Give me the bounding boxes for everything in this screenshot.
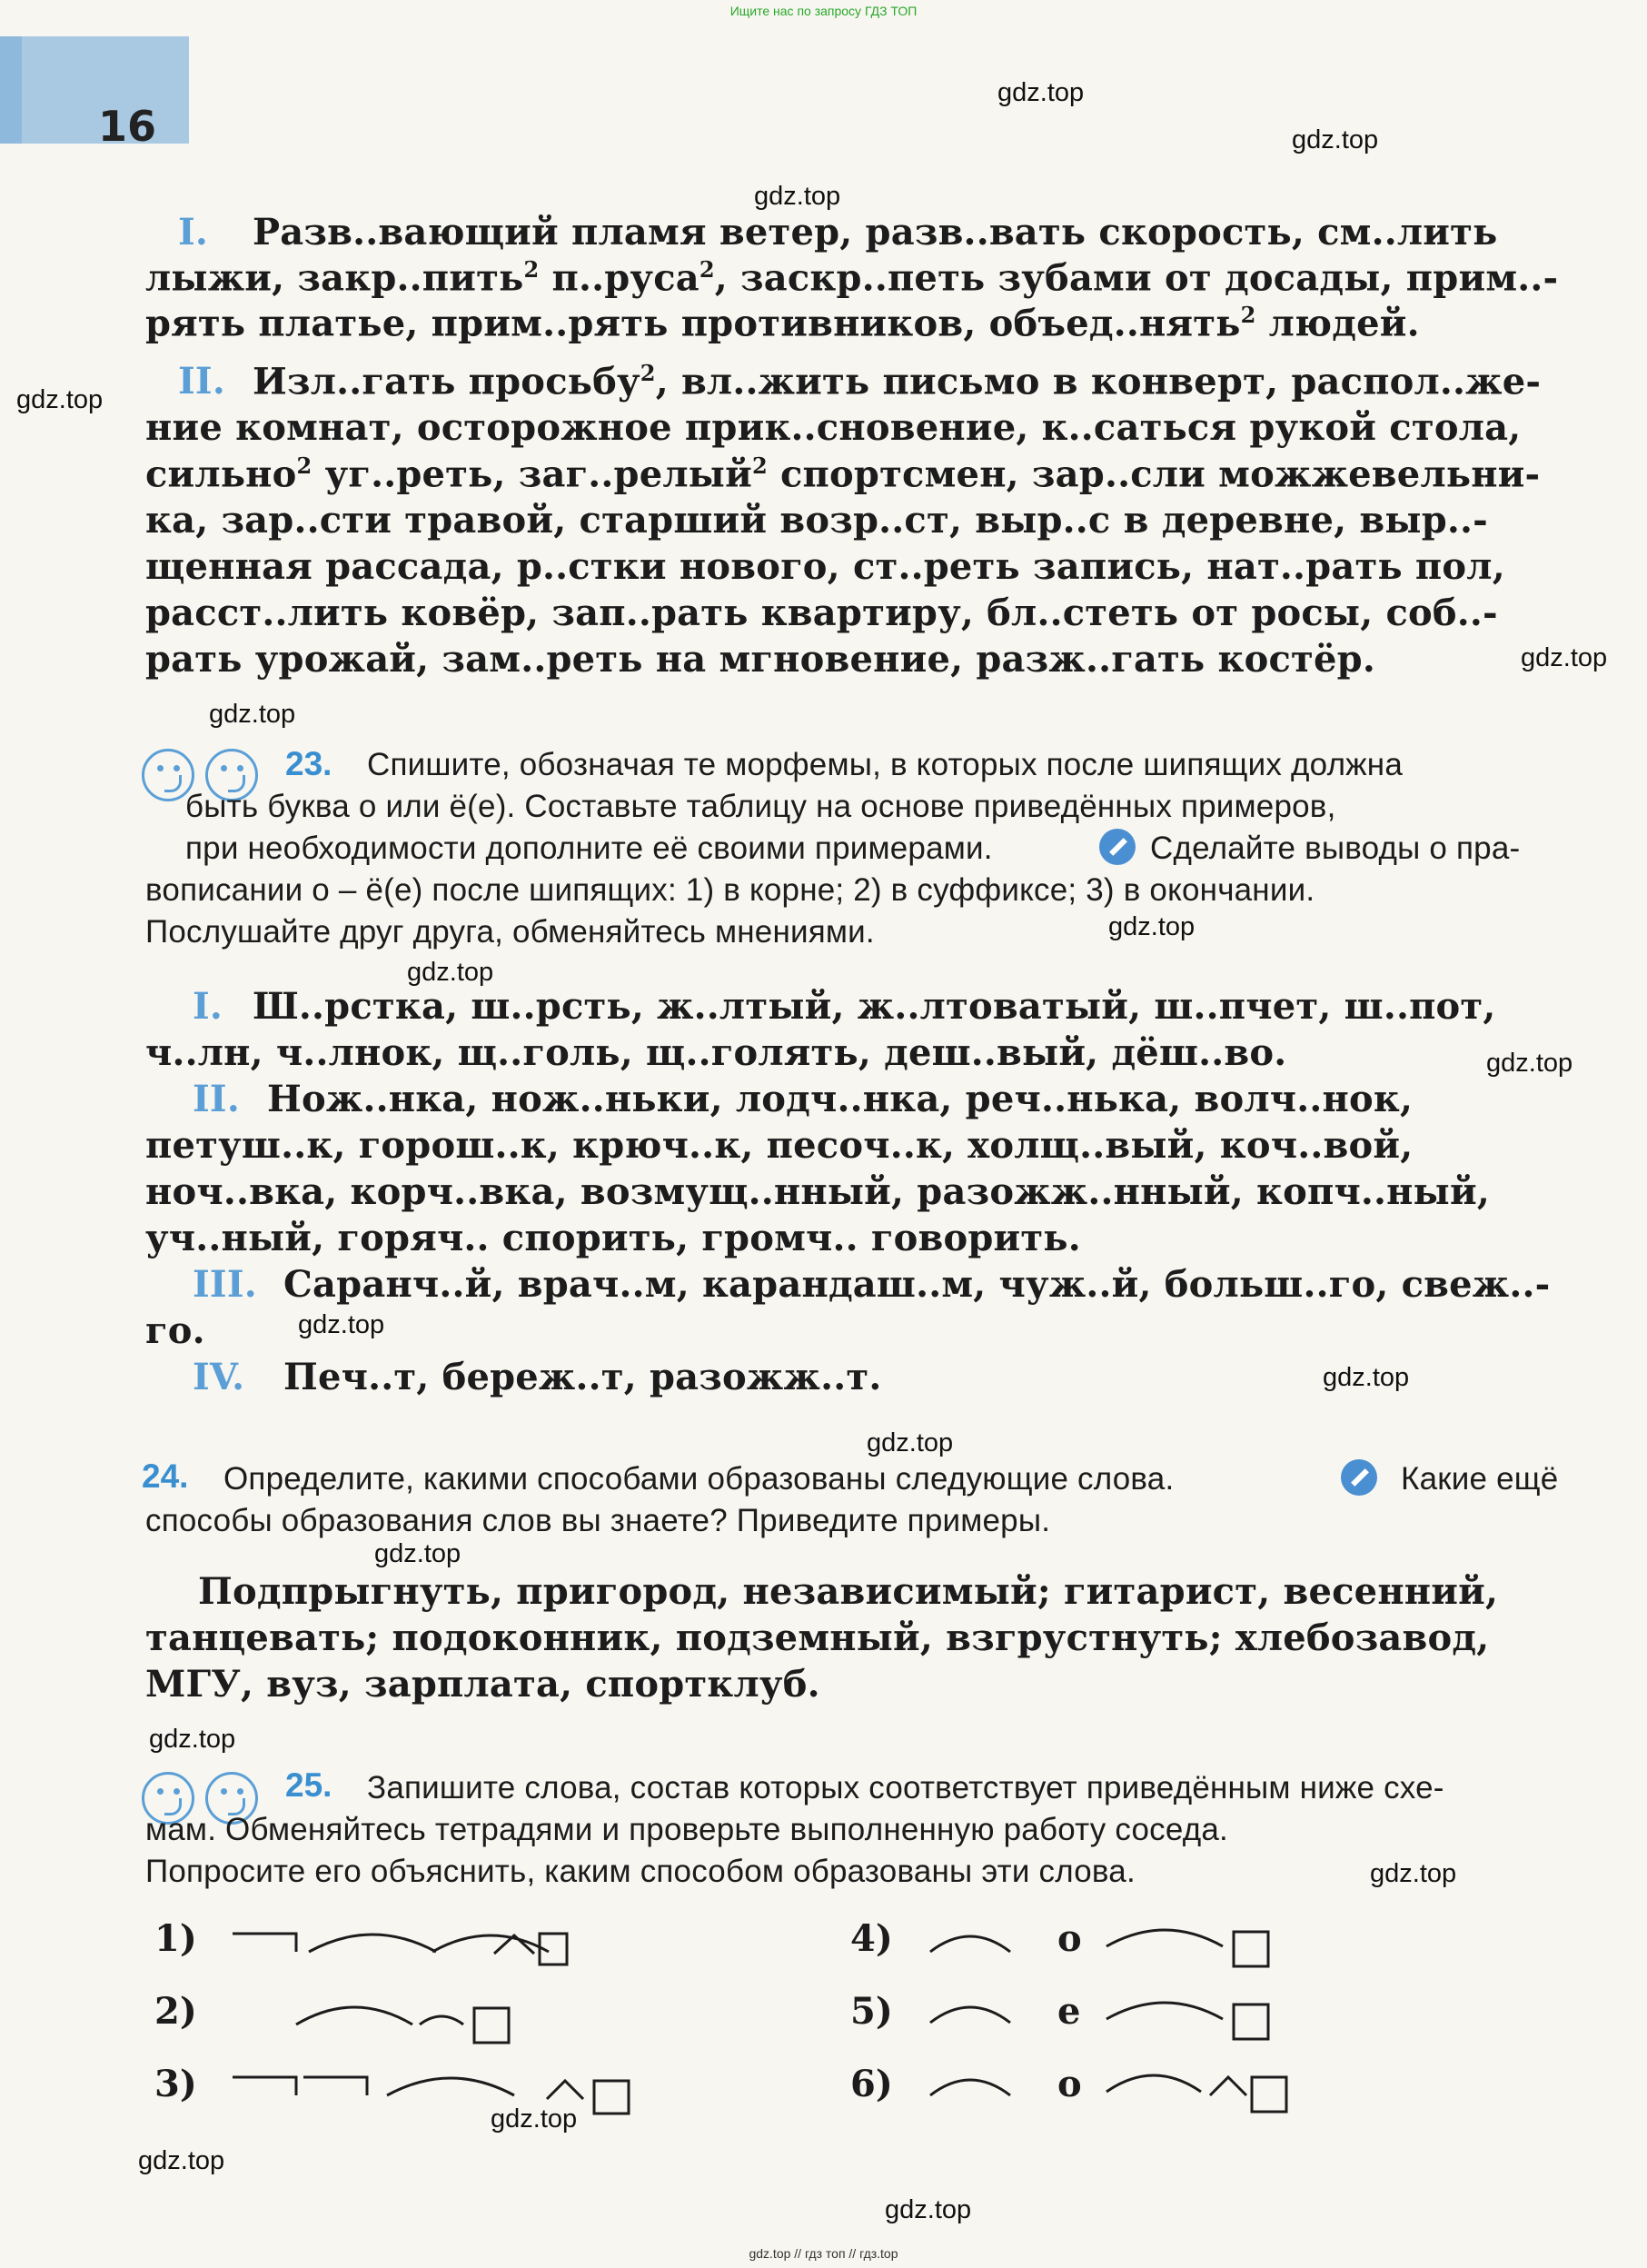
ex23-text: Спишите, обозначая те морфемы, в которых после шипящих должна (367, 747, 1403, 782)
block1-line: I. Разв..вающий пламя ветер, разв..вать скорость, см..лить (178, 211, 1498, 254)
block1-line: лыжи, закр..пить$^2$ п..руса$^2$, заскр..петь зубами от досады, прим..- (145, 256, 1559, 300)
watermark: gdz.top (209, 700, 296, 729)
watermark: gdz.top (1292, 125, 1379, 154)
block1-line: рать урожай, зам..реть на мгновение, разж..гать костёр. (145, 638, 1375, 681)
watermark: gdz.top (1323, 1363, 1410, 1392)
block1-line: расст..лить ковёр, зап..рать квартиру, бл..стеть от росы, соб..- (145, 592, 1498, 634)
roman-label: II. (193, 1078, 240, 1120)
morpheme-scheme (1099, 1919, 1281, 1979)
roman-label: II. (178, 360, 225, 403)
morpheme-scheme (927, 2068, 1017, 2123)
ex24-words: танцевать; подоконник, подземный, взгрустнуть; хлебозавод, (145, 1616, 1490, 1659)
ex23-line: петуш..к, горош..к, крюч..к, песоч..к, холщ..вый, коч..вой, (145, 1124, 1414, 1167)
roman-label: I. (178, 211, 209, 254)
block1-line: щенная рассада, р..стки нового, ст..реть запись, нат..рать пол, (145, 545, 1505, 588)
ex23-text: Послушайте друг друга, обменяйтесь мнениями. (145, 914, 875, 950)
morpheme-scheme (227, 1925, 572, 1979)
block1-line: рять платье, прим..рять противников, объед..нять$^2$ людей. (145, 302, 1420, 345)
scheme-number: 1) (154, 1917, 197, 1960)
scheme-number: 2) (154, 1990, 197, 2033)
ex23-line: IV. Печ..т, береж..т, разожж..т. (193, 1356, 882, 1398)
watermark: gdz.top (1521, 643, 1608, 672)
watermark: gdz.top (1108, 912, 1196, 941)
top-note: Ищите нас по запросу ГДЗ ТОП (729, 4, 918, 18)
block1-line: сильно$^2$ уг..реть, заг..релый$^2$ спортсмен, зар..сли можжевельни- (145, 453, 1541, 496)
morpheme-scheme (227, 1995, 527, 2054)
watermark: gdz.top (138, 2146, 225, 2175)
ex24-text: Определите, какими способами образованы следующие слова. (223, 1461, 1175, 1497)
exercise-number: 25. (285, 1766, 332, 1804)
ex23-line: II. Нож..нка, нож..ньки, лодч..нка, реч..нька, волч..нок, (193, 1078, 1414, 1120)
ex25-text: мам. Обменяйтесь тетрадями и проверьте выполненную работу соседа. (145, 1812, 1228, 1847)
watermark: gdz.top (149, 1725, 236, 1754)
ex23-line: ноч..вка, корч..вка, возмущ..нный, разожж..нный, копч..ный, (145, 1170, 1490, 1213)
morpheme-scheme (227, 2068, 645, 2123)
block1-line: II. Изл..гать просьбу$^2$, вл..жить письмо в конверт, распол..же- (178, 360, 1542, 403)
roman-label: III. (193, 1263, 257, 1306)
block1-line: ка, зар..сти травой, старший возр..ст, выр..с в деревне, выр..- (145, 499, 1488, 542)
morpheme-scheme (927, 1925, 1017, 1979)
watermark: gdz.top (867, 1428, 954, 1457)
ex25-text: Запишите слова, состав которых соответствует приведённым ниже схе- (367, 1770, 1444, 1805)
pencil-icon (1341, 1459, 1377, 1496)
ex23-line: III. Саранч..й, врач..м, карандаш..м, чуж..й, больш..го, свеж..- (193, 1263, 1551, 1306)
ex23-text: вописании о – ё(е) после шипящих: 1) в корне; 2) в суффиксе; 3) в окончании. (145, 872, 1315, 908)
ex24-words: Подпрыгнуть, пригород, независимый; гитарист, весенний, (198, 1570, 1499, 1613)
ex24-text: способы образования слов вы знаете? Приведите примеры. (145, 1503, 1051, 1538)
watermark: gdz.top (491, 2104, 578, 2134)
ex23-line: I. Ш..рстка, ш..рсть, ж..лтый, ж..лтоватый, ш..пчет, ш..пот, (193, 985, 1496, 1028)
bottom-note: gdz.top // гдз топ // гдз.top (749, 2246, 898, 2261)
ex23-line: ч..лн, ч..лнок, щ..голь, щ..голять, деш..вый, дёш..во. (145, 1031, 1287, 1074)
watermark: gdz.top (298, 1310, 385, 1339)
interfix-letter: о (1057, 1917, 1082, 1960)
page-tab (0, 36, 189, 144)
ex23-text: Сделайте выводы о пра- (1150, 831, 1521, 866)
page-number: 16 (98, 102, 157, 151)
exercise-number: 24. (142, 1457, 189, 1495)
watermark: gdz.top (997, 78, 1085, 107)
morpheme-scheme (1099, 1992, 1281, 2052)
watermark: gdz.top (16, 385, 104, 414)
watermark: gdz.top (407, 958, 494, 987)
morpheme-scheme (927, 1995, 1017, 2050)
scheme-number: 5) (850, 1990, 893, 2033)
pencil-icon (1099, 829, 1136, 865)
watermark: gdz.top (754, 182, 841, 211)
watermark: gdz.top (885, 2195, 972, 2224)
ex23-line: уч..ный, горяч.. спорить, громч.. говорить. (145, 1217, 1081, 1259)
interfix-letter: о (1057, 2063, 1082, 2105)
scheme-number: 4) (850, 1917, 893, 1960)
block1-line: ние комнат, осторожное прик..сновение, к..саться рукой стола, (145, 406, 1522, 449)
watermark: gdz.top (1370, 1859, 1457, 1888)
ex23-line: го. (145, 1309, 205, 1352)
ex24-words: МГУ, вуз, зарплата, спортклуб. (145, 1663, 820, 1706)
watermark: gdz.top (374, 1539, 461, 1568)
ex23-text: при необходимости дополните её своими примерами. (185, 831, 993, 866)
scheme-number: 3) (154, 2063, 197, 2105)
exercise-number: 23. (285, 745, 332, 782)
ex24-text: Какие ещё (1401, 1461, 1559, 1497)
roman-label: I. (193, 985, 223, 1028)
watermark: gdz.top (1486, 1049, 1573, 1078)
roman-label: IV. (193, 1356, 245, 1398)
ex25-text: Попросите его объяснить, каким способом образованы эти слова. (145, 1854, 1136, 1889)
scheme-number: 6) (850, 2063, 893, 2105)
page-tab-edge (0, 36, 22, 144)
interfix-letter: е (1057, 1990, 1081, 2033)
morpheme-scheme (1099, 2064, 1299, 2124)
ex23-text: быть буква о или ё(е). Составьте таблицу на основе приведённых примеров, (185, 789, 1336, 824)
